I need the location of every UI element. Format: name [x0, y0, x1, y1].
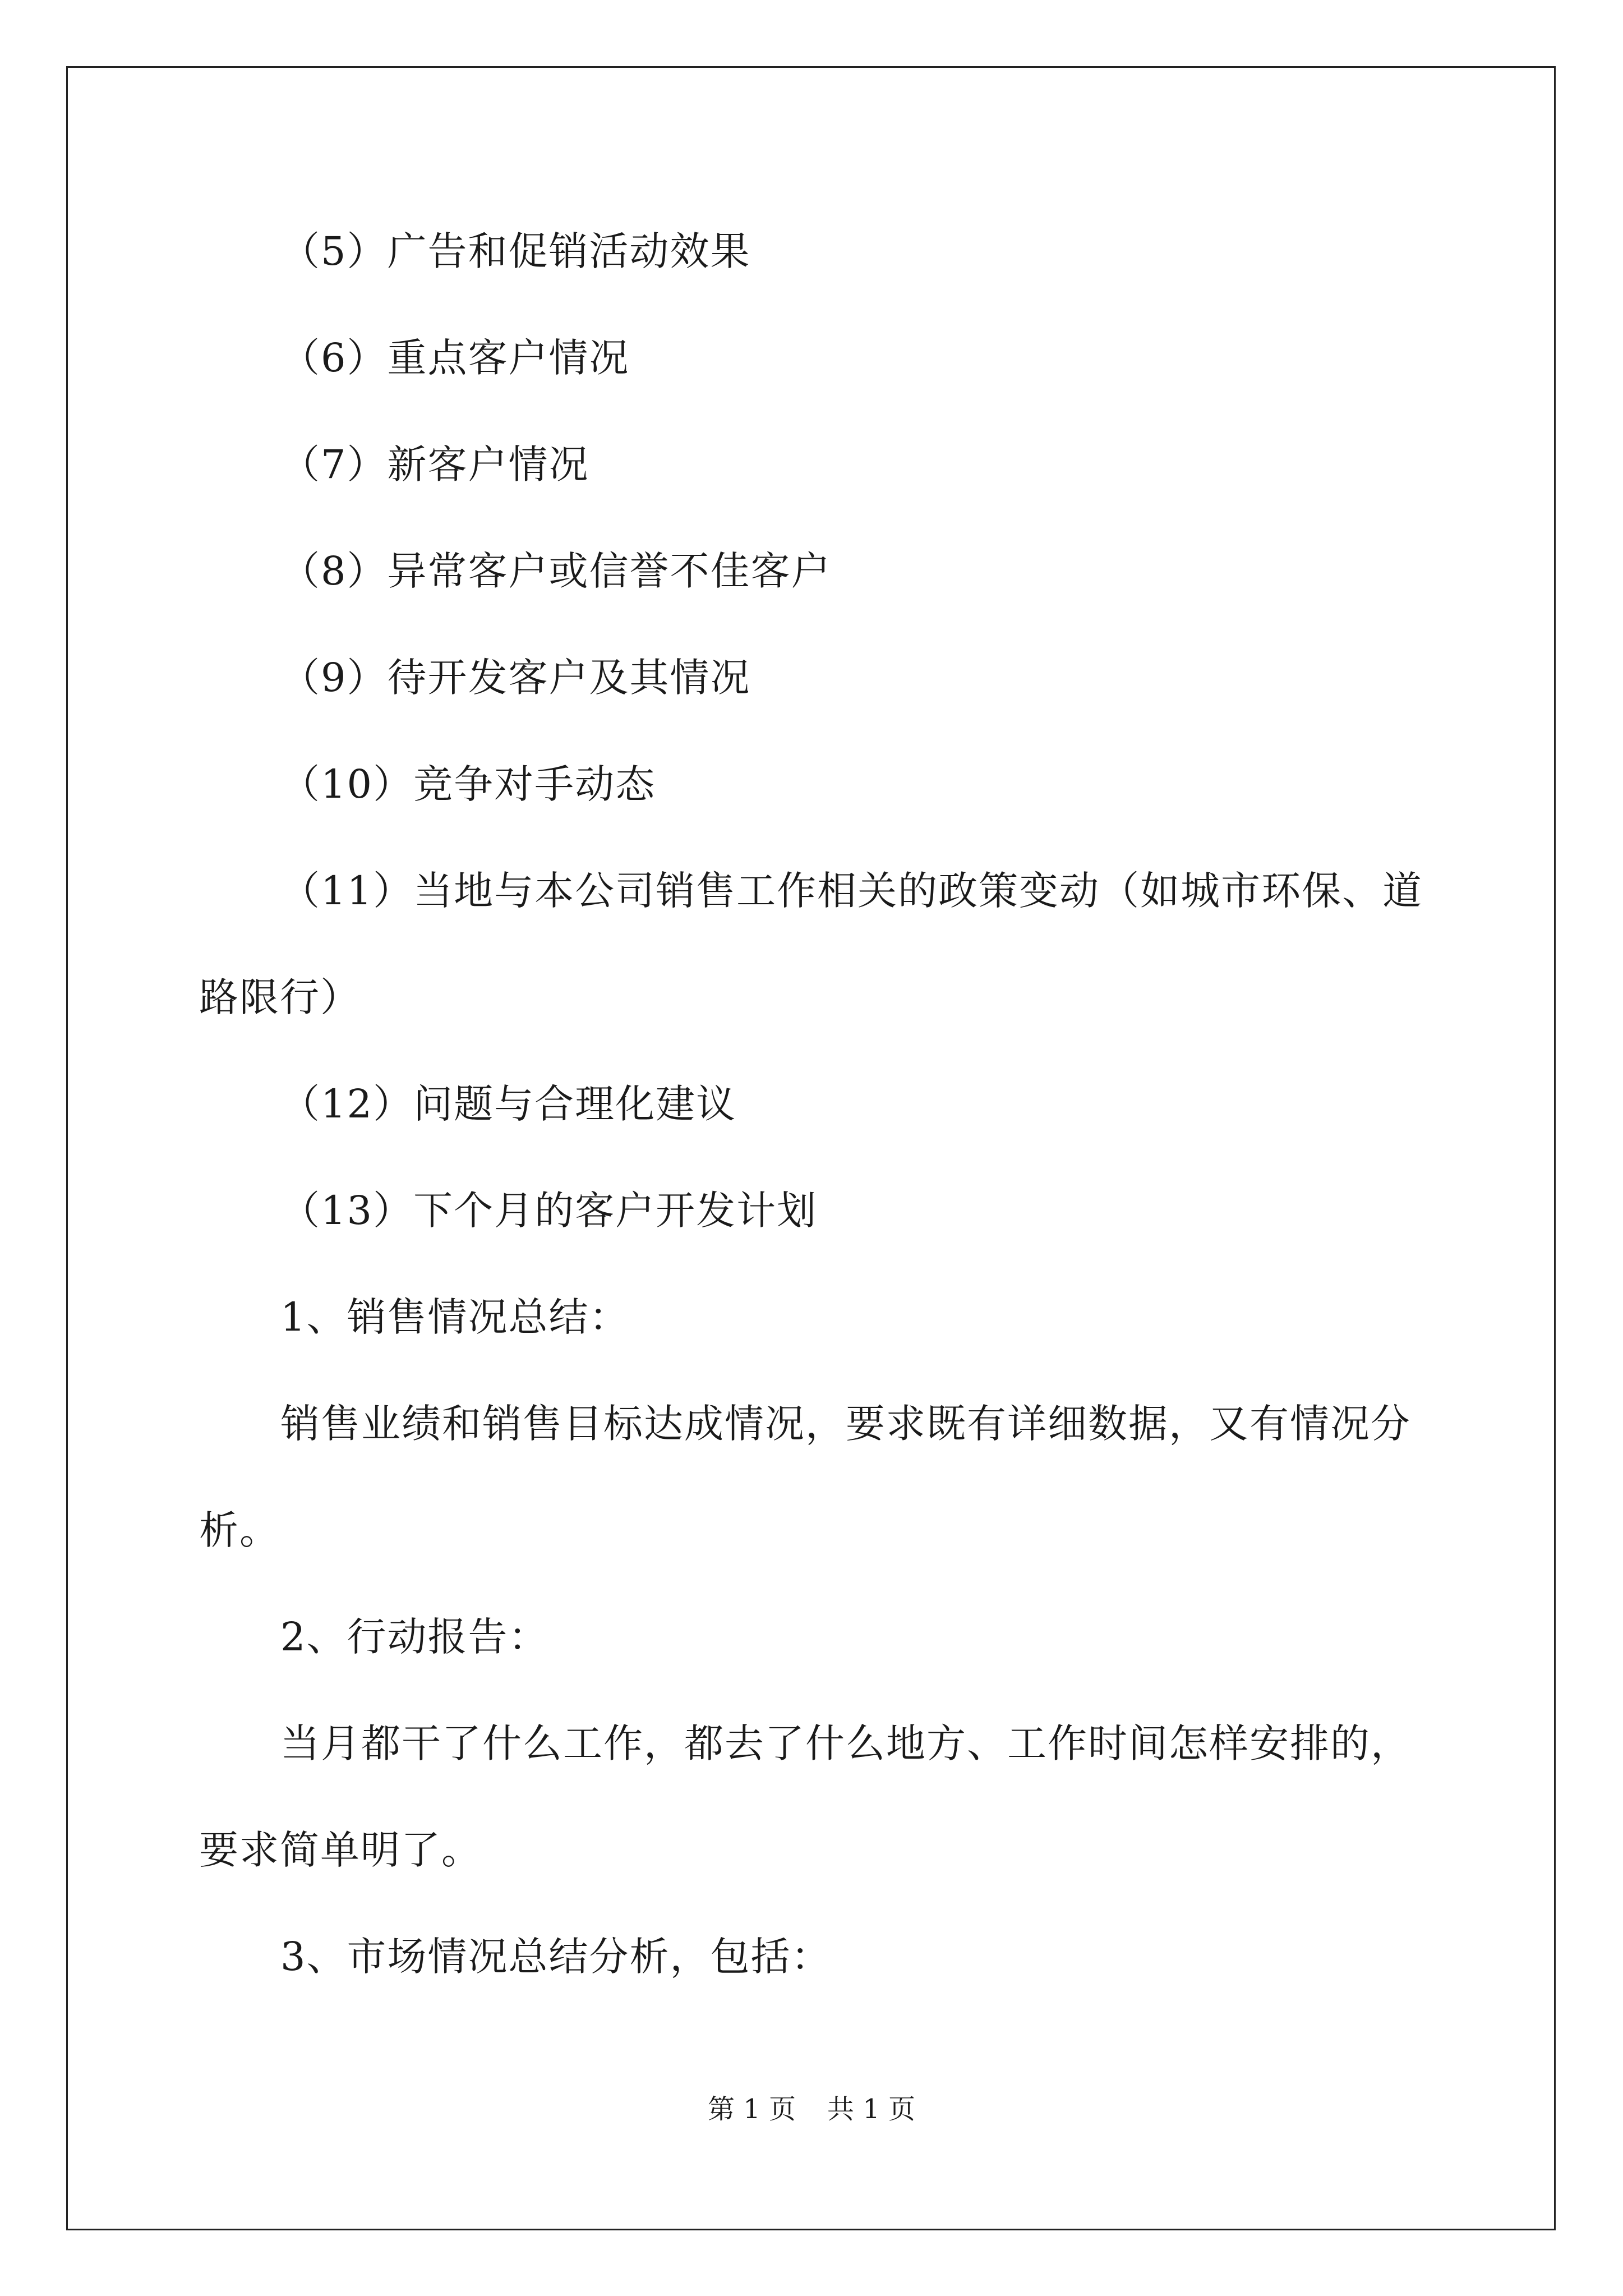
footer-page-number: 第 1 页	[707, 2093, 796, 2125]
paragraph-item-11-continued: 路限行）	[199, 974, 361, 1020]
section-heading-sales-summary: 1、销售情况总结：	[280, 1294, 630, 1340]
paragraph-item-13: （13）下个月的客户开发计划	[280, 1188, 818, 1234]
page-footer	[0, 2092, 1623, 2126]
paragraph-item-12: （12）问题与合理化建议	[280, 1081, 737, 1127]
paragraph-action-report: 当月都干了什么工作，都去了什么地方、工作时间怎样安排的，	[280, 1720, 1411, 1766]
section-heading-market-analysis: 3、市场情况总结分析，包括：	[280, 1934, 832, 1980]
paragraph-item-9: （9）待开发客户及其情况	[280, 655, 751, 701]
paragraph-item-10: （10）竞争对手动态	[280, 761, 656, 807]
paragraph-item-8: （8）异常客户或信誉不佳客户	[280, 548, 832, 594]
footer-total-pages: 共 1 页	[827, 2093, 916, 2125]
paragraph-item-6: （6）重点客户情况	[280, 335, 630, 381]
section-heading-action-report: 2、行动报告：	[280, 1614, 549, 1660]
paragraph-sales-summary-continued: 析。	[199, 1507, 280, 1553]
paragraph-item-5: （5）广告和促销活动效果	[280, 228, 751, 274]
paragraph-item-11: （11）当地与本公司销售工作相关的政策变动（如城市环保、道	[280, 868, 1423, 914]
paragraph-action-report-continued: 要求简单明了。	[199, 1827, 482, 1873]
paragraph-sales-summary: 销售业绩和销售目标达成情况，要求既有详细数据，又有情况分	[280, 1401, 1411, 1447]
paragraph-item-7: （7）新客户情况	[280, 441, 589, 487]
